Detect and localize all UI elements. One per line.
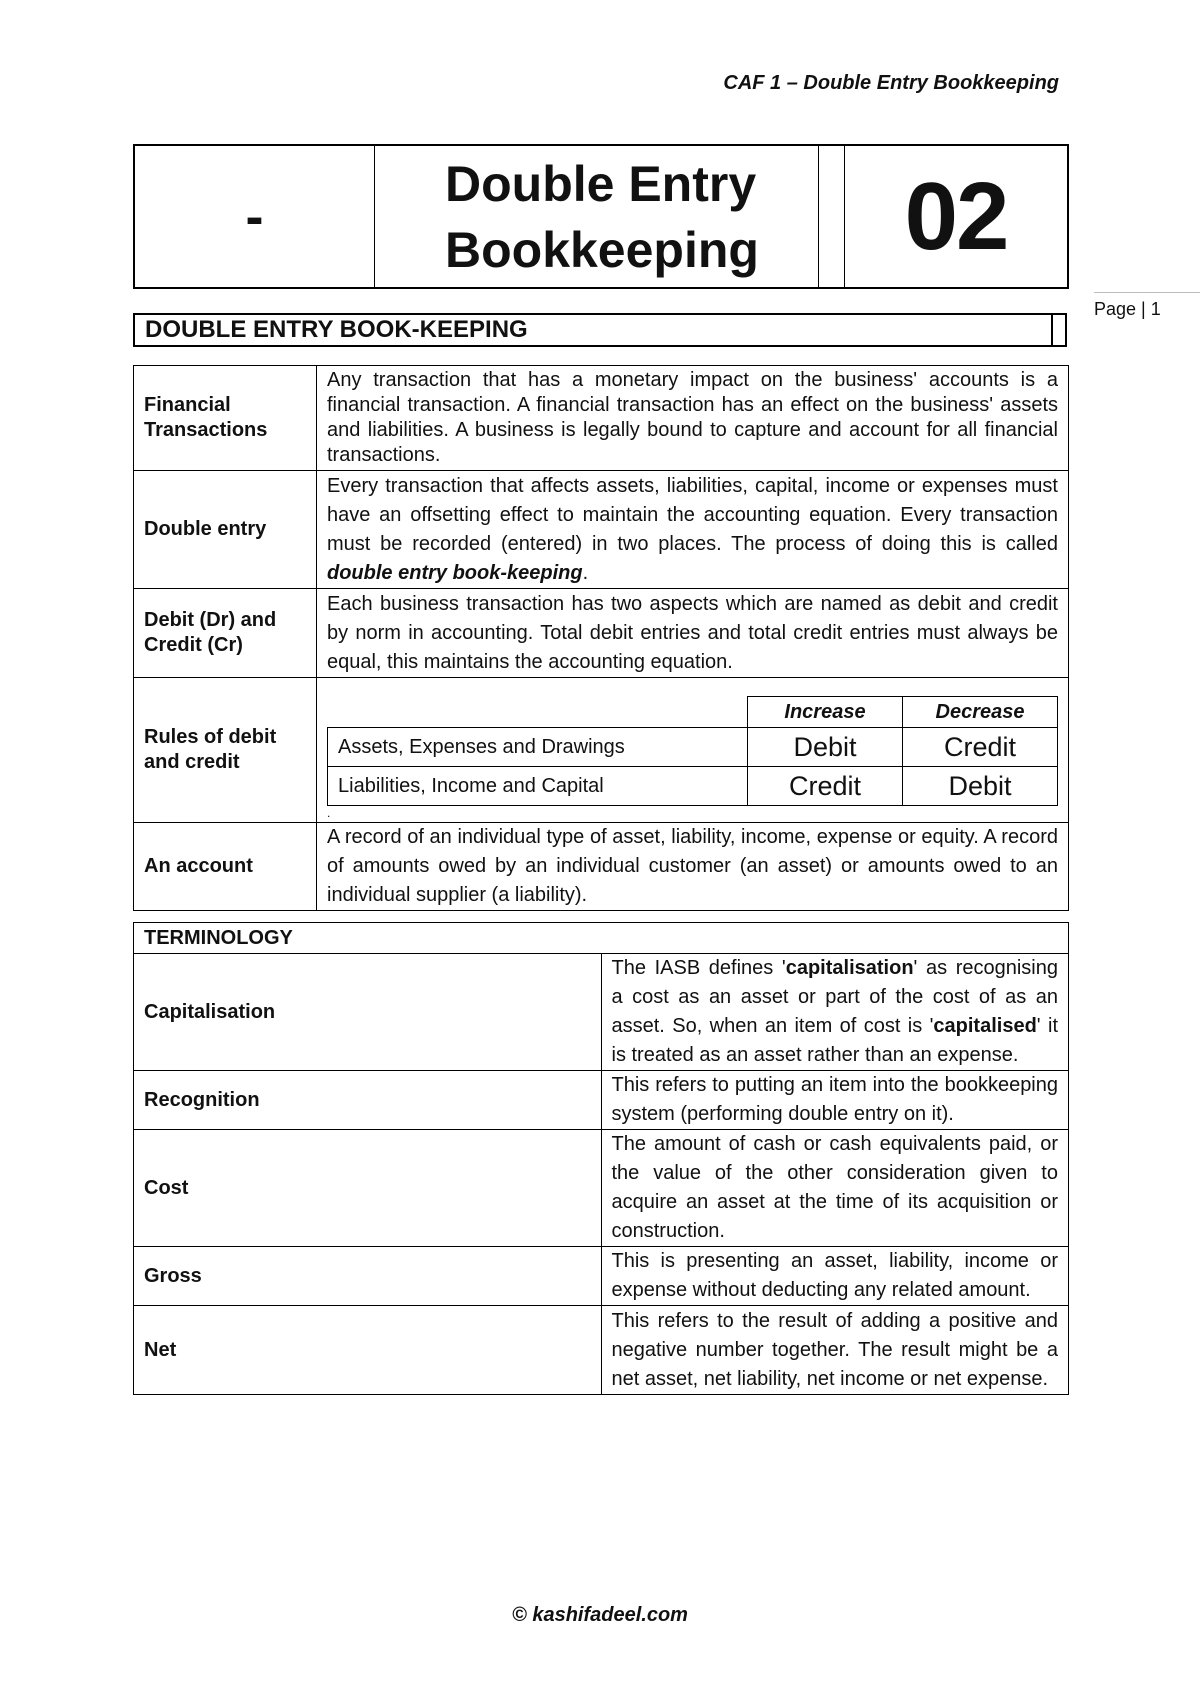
rules-increase-value: Debit xyxy=(748,728,903,767)
chapter-title-line2: Bookkeeping xyxy=(445,221,759,278)
term-definition: Any transaction that has a monetary impact on the business' accounts is a financial transaction. A financial transaction has an effect on the business' assets and liabilities. A business is legally bound to capture and account for all financial transactions. xyxy=(317,366,1069,471)
rules-row-label: Assets, Expenses and Drawings xyxy=(328,728,748,767)
definition-text: The IASB defines ' xyxy=(611,957,786,979)
table-row xyxy=(134,589,1069,678)
rules-header-row xyxy=(328,697,1058,728)
rules-row xyxy=(328,728,1058,767)
title-dash: - xyxy=(135,146,375,287)
term-definition: This refers to the result of adding a positive and negative number together. The result might be a net asset, net liability, net income or net expense. xyxy=(601,1306,1069,1395)
debit-credit-rules-table xyxy=(327,696,1058,806)
footer-copyright: © kashifadeel.com xyxy=(512,1604,688,1626)
increase-header: Increase xyxy=(748,697,903,728)
term-label: Net xyxy=(134,1306,602,1395)
decrease-header: Decrease xyxy=(903,697,1058,728)
chapter-number: 02 xyxy=(904,162,1008,270)
table-row xyxy=(134,1071,1069,1130)
page-number: Page | 1 xyxy=(1094,292,1200,320)
table-row xyxy=(134,471,1069,589)
table-row xyxy=(134,954,1069,1071)
table-row xyxy=(134,678,1069,823)
rules-decrease-value: Credit xyxy=(903,728,1058,767)
rules-footnote: . xyxy=(327,806,331,820)
definition-bold: capitalised xyxy=(933,1015,1037,1037)
term-definition: The amount of cash or cash equivalents paid, or the value of the other consideration given to acquire an asset at the time of its acquisition or construction. xyxy=(601,1130,1069,1247)
table-row xyxy=(134,1306,1069,1395)
table-row xyxy=(134,1130,1069,1247)
running-header: CAF 1 – Double Entry Bookkeeping xyxy=(723,72,1059,94)
term-definition: Each business transaction has two aspects which are named as debit and credit by norm in accounting. Total debit entries and total credit entries must always be equal, this maintains the accounting equation. xyxy=(317,589,1069,678)
definition-text: ' as recognising a cost as an asset or part of the cost of as an asset. So, when an item of cost is ' xyxy=(611,957,1058,1037)
term-label: Cost xyxy=(134,1130,602,1247)
table-row xyxy=(134,823,1069,911)
terminology-heading: TERMINOLOGY xyxy=(134,923,1069,954)
definition-tail: . xyxy=(582,561,589,584)
table-row xyxy=(134,923,1069,954)
term-definition: A record of an individual type of asset, liability, income, expense or equity. A record of amounts owed by an individual customer (an asset) or amounts owed to an individual supplier (a liability). xyxy=(317,823,1069,911)
term-label: Gross xyxy=(134,1247,602,1306)
term-definition: This is presenting an asset, liability, income or expense without deducting any related amount. xyxy=(601,1247,1069,1306)
term-label: An account xyxy=(134,823,317,911)
term-label: Double entry xyxy=(134,471,317,589)
definition-emphasis: double entry book-keeping xyxy=(327,561,583,584)
rules-cell xyxy=(317,678,1069,823)
terminology-table xyxy=(133,922,1069,1395)
definitions-table xyxy=(133,365,1069,911)
chapter-title-box xyxy=(133,144,1069,289)
rules-decrease-value: Debit xyxy=(903,767,1058,806)
term-label: Recognition xyxy=(134,1071,602,1130)
table-row xyxy=(134,366,1069,471)
term-definition xyxy=(317,471,1069,589)
rules-increase-value: Credit xyxy=(748,767,903,806)
title-divider xyxy=(819,146,845,287)
definition-text: Every transaction that affects assets, liabilities, capital, income or expenses must have an offsetting effect to maintain the accounting equation. Every transaction must be recorded (entered) in two places. The process of doing this is called xyxy=(327,474,1058,555)
rules-row xyxy=(328,767,1058,806)
term-label: Financial Transactions xyxy=(134,366,317,471)
term-definition: This refers to putting an item into the bookkeeping system (performing double entry on it). xyxy=(601,1071,1069,1130)
definition-text: ' it is treated as an asset rather than an expense. xyxy=(611,1015,1058,1066)
term-definition xyxy=(601,954,1069,1071)
definition-bold: capitalisation xyxy=(785,957,914,979)
term-label: Rules of debit and credit xyxy=(134,678,317,823)
chapter-title-line1: Double Entry xyxy=(445,155,757,212)
table-row xyxy=(134,1247,1069,1306)
rules-row-label: Liabilities, Income and Capital xyxy=(328,767,748,806)
term-label: Capitalisation xyxy=(134,954,602,1071)
term-label: Debit (Dr) and Credit (Cr) xyxy=(134,589,317,678)
chapter-title xyxy=(375,146,819,287)
section-heading: DOUBLE ENTRY BOOK-KEEPING xyxy=(133,313,1053,347)
